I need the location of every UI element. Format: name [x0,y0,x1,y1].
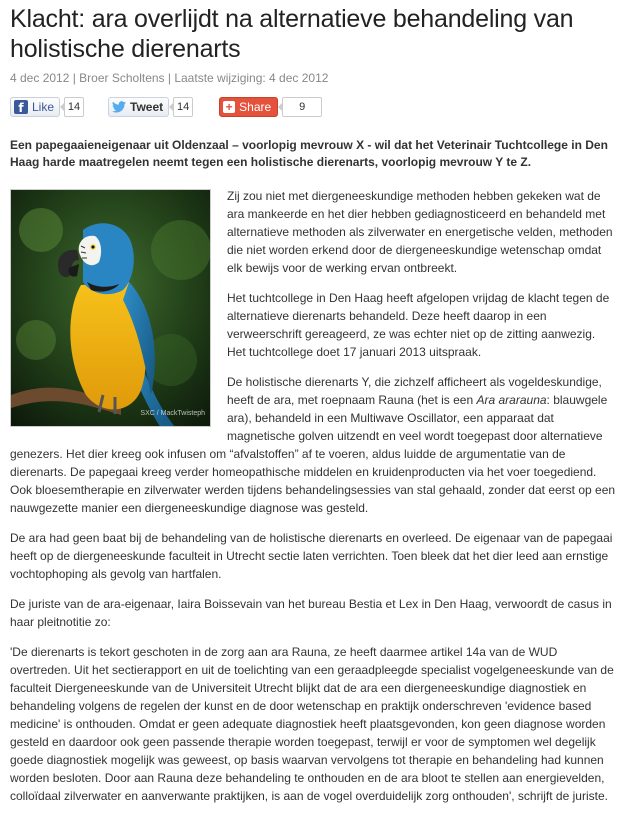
species-name: Ara ararauna [476,393,547,407]
macaw-image [11,190,211,427]
social-bar [10,96,616,118]
facebook-icon: f [14,100,28,114]
tweet-label: Tweet [130,100,164,114]
share-button[interactable] [219,97,278,117]
article-lead: Een papegaaieneigenaar uit Oldenzaal – voorlopig mevrouw X - wil dat het Veterinair Tuchtcollege in Den Haag harde maatregelen neemt tegen een holistische dierenarts, voorlopig mevrouw Y te Z. [10,138,608,169]
paragraph-3-start: De holistische dierenarts Y, die zichzelf afficheert als vogeldeskundige, heeft de ara, met roepnaam Rauna (het is een [227,375,602,407]
paragraph-5: De juriste van de ara-eigenaar, Iaira Boissevain van het bureau Bestia et Lex in Den Haag, verwoordt de casus in haar pleitnotitie zo: [10,597,612,629]
like-label: Like [32,100,55,114]
like-count: 14 [64,97,84,117]
tweet-count: 14 [173,97,193,117]
paragraph-4: De ara had geen baat bij de behandeling van de holistische dierenarts en overleed. De eigenaar van de papegaai heeft op de diergeneeskunde faculteit in Utrecht sectie laten verrichten. Toen bleek dat het dier leed aan ernstige vochtophoping als gevolg van hartfalen. [10,531,613,581]
photo-credit: SXC / MackTwisteph [140,410,205,417]
tweet-button[interactable] [108,97,169,117]
parrot-photo [10,189,211,427]
paragraph-3-end: : blauwgele ara), behandeld in een Multiwave Oscillator, een apparaat dat magnetische golven uitzendt en veel wordt toegepast door alternatieve genezers. Het dier kreeg ook infusen om “afvalstoffen” af te voeren, aldus luidde de argumentatie van de dierenarts. De papegaai kreeg verder homeopathische middelen en kruidenproducten via het voer toegediend. Ook bloesemtherapie en zilverwater werden tijdens behandelingsessies van stal gehaald, zonder dat eerst op een nauwgezette manier een diergeneeskundige diagnose was gesteld. [10,393,616,515]
article-meta: 4 dec 2012 | Broer Scholtens | Laatste wijziging: 4 dec 2012 [10,71,329,85]
paragraph-6: 'De dierenarts is tekort geschoten in de zorg aan ara Rauna, ze heeft daarmee artikel 14a van de WUD overtreden. Uit het sectierapport en uit de toelichting van een geraadpleegde specialist vogelgeneeskunde van de faculteit Diergeneeskunde van de Universiteit Utrecht blijkt dat de ara een diergeneeskundige diagnostiek en behandeling volgens de regelen der kunst en de door wetenschap en praktijk onderschreven 'evidence based medicine' is onthouden. Omdat er geen adequate diagnostiek heeft plaatsgevonden, kon geen diagnose worden gesteld en daardoor ook geen passende therapie worden toegepast, terwijl er voor de symptomen wel degelijk goede diagnostiek mogelijk was geweest, op basis waarvan vervolgens tot therapie en behandeling had kunnen worden besloten. Door aan Rauna deze behandeling te onthouden en de ara bloot te stellen aan energievelden, colloïdaal zilverwater en aanverwante praktijken, is aan de vogel overduidelijk zorg onthouden', schrijft de juriste. [10,645,614,803]
paragraph-2: Het tuchtcollege in Den Haag heeft afgelopen vrijdag de klacht tegen de alternatieve dierenarts behandeld. Deze heeft daarop in een verweerschrift gereageerd, ze was echter niet op de zitting aanwezig. Het tuchtcollege doet 17 januari 2013 uitspraak. [227,291,610,359]
article-title: Klacht: ara overlijdt na alternatieve behandeling van holistische dierenarts [10,5,574,63]
plus-icon: + [223,101,235,113]
facebook-like-button[interactable] [10,97,60,117]
twitter-bird-icon [112,101,126,113]
article-body [10,187,616,805]
share-label: Share [239,100,272,114]
paragraph-1: Zij zou niet met diergeneeskundige methoden hebben gekeken wat de ara mankeerde en het dier hebben gediagnosticeerd en behandeld met alternatieve methoden als zilverwater en energetische velden, methoden die niet worden erkend door de diergeneeskundige wetenschap omdat elk bewijs voor de werking ervan ontbreekt. [227,189,613,275]
share-count: 9 [282,97,322,117]
